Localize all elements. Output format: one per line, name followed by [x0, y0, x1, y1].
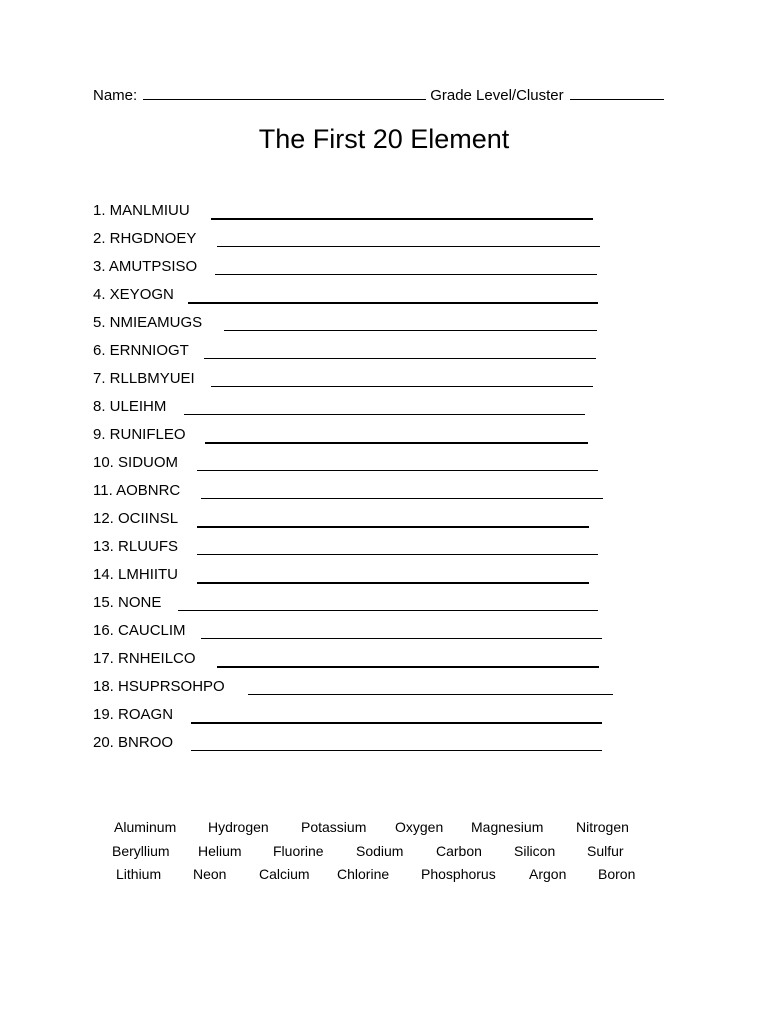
header-line	[93, 87, 668, 104]
scrambled-word: 6. ERNNIOGT	[93, 342, 189, 359]
word-bank-item: Calcium	[259, 866, 310, 882]
scrambled-word: 19. ROAGN	[93, 706, 174, 723]
scrambled-word: 1. MANLMIUU	[93, 202, 190, 219]
word-bank	[0, 819, 768, 890]
word-bank-item: Phosphorus	[421, 866, 496, 882]
answer-line[interactable]	[248, 694, 613, 695]
grade-level-label: Grade Level/Cluster	[430, 87, 564, 104]
word-bank-item: Oxygen	[395, 819, 444, 835]
scrambled-word: 14. LMHIITU	[93, 566, 179, 583]
scrambled-word: 4. XEYOGN	[93, 286, 174, 303]
word-bank-row	[0, 843, 768, 867]
scrambled-word: 15. NONE	[93, 594, 162, 611]
scrambled-word: 16. CAUCLIM	[93, 622, 186, 639]
word-bank-item: Silicon	[514, 842, 556, 859]
scrambled-word: 13. RLUUFS	[93, 538, 179, 555]
answer-line[interactable]	[197, 554, 598, 555]
answer-line[interactable]	[191, 750, 602, 751]
word-bank-item: Nitrogen	[576, 819, 629, 835]
word-bank-item: Chlorine	[337, 866, 390, 882]
answer-line[interactable]	[211, 218, 593, 220]
answer-line[interactable]	[204, 358, 596, 359]
answer-line[interactable]	[188, 302, 598, 304]
answer-line[interactable]	[197, 526, 589, 528]
scrambled-word: 7. RLLBMYUEI	[93, 370, 195, 387]
answer-line[interactable]	[217, 666, 599, 668]
answer-line[interactable]	[205, 442, 588, 444]
scrambled-word: 10. SIDUOM	[93, 454, 179, 471]
scrambled-word: 8. ULEIHM	[93, 398, 167, 415]
answer-line[interactable]	[191, 722, 602, 724]
answer-line[interactable]	[201, 498, 603, 499]
answer-line[interactable]	[178, 610, 598, 611]
scrambled-word: 5. NMIEAMUGS	[93, 314, 203, 331]
name-field[interactable]	[143, 87, 426, 100]
word-bank-item: Potassium	[301, 819, 367, 835]
page-title: The First 20 Element	[258, 124, 510, 154]
word-bank-item: Helium	[198, 842, 242, 859]
scrambled-word: 12. OCIINSL	[93, 510, 179, 527]
word-bank-item: Argon	[529, 866, 567, 882]
word-bank-item: Neon	[193, 866, 227, 882]
word-bank-item: Lithium	[116, 866, 162, 882]
word-bank-row	[0, 819, 768, 843]
word-bank-item: Magnesium	[471, 819, 544, 835]
scrambled-word: 18. HSUPRSOHPO	[93, 678, 225, 695]
answer-line[interactable]	[197, 470, 598, 471]
word-bank-item: Aluminum	[114, 819, 177, 835]
answer-line[interactable]	[217, 246, 600, 247]
word-bank-item: Sulfur	[587, 842, 624, 859]
answer-line[interactable]	[215, 274, 597, 275]
word-bank-item: Beryllium	[112, 842, 170, 859]
word-bank-item: Boron	[598, 866, 636, 882]
answer-line[interactable]	[224, 330, 597, 331]
word-bank-item: Hydrogen	[208, 819, 269, 835]
scrambled-word: 9. RUNIFLEO	[93, 426, 186, 443]
scrambled-word: 11. AOBNRC	[93, 482, 181, 499]
word-bank-item: Sodium	[356, 842, 404, 859]
word-bank-row	[0, 866, 768, 890]
scrambled-word: 3. AMUTPSISO	[93, 258, 198, 275]
answer-line[interactable]	[201, 638, 602, 639]
grade-level-field[interactable]	[570, 87, 664, 100]
scrambled-word: 2. RHGDNOEY	[93, 230, 197, 247]
answer-line[interactable]	[197, 582, 589, 584]
name-label: Name:	[93, 87, 138, 104]
answer-line[interactable]	[211, 386, 593, 387]
word-bank-item: Carbon	[436, 842, 482, 859]
word-bank-item: Fluorine	[273, 842, 324, 859]
scrambled-word: 20. BNROO	[93, 734, 174, 751]
answer-line[interactable]	[184, 414, 585, 415]
scrambled-word: 17. RNHEILCO	[93, 650, 196, 667]
